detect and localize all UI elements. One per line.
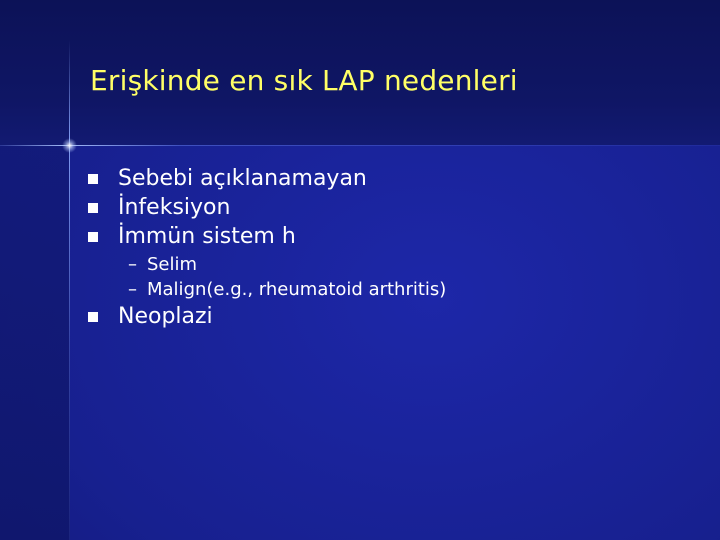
bullet-item bbox=[88, 166, 367, 191]
bullet-text: İmmün sistem h bbox=[118, 224, 296, 249]
sub-bullet-text: Malign(e.g., rheumatoid arthritis) bbox=[147, 279, 447, 300]
dash-marker: – bbox=[128, 279, 137, 300]
square-bullet-icon bbox=[88, 203, 98, 213]
sub-bullet-item bbox=[128, 279, 446, 300]
square-bullet-icon bbox=[88, 174, 98, 184]
bullet-item bbox=[88, 304, 213, 329]
bullet-text: Sebebi açıklanamayan bbox=[118, 166, 367, 191]
sub-bullet-text: Selim bbox=[147, 254, 198, 275]
dash-marker: – bbox=[128, 254, 137, 275]
sparkle-icon bbox=[62, 138, 77, 153]
left-band bbox=[0, 145, 70, 540]
bullet-text: Neoplazi bbox=[118, 304, 213, 329]
decorative-horizontal-line bbox=[0, 145, 720, 146]
bullet-text: İnfeksiyon bbox=[118, 195, 231, 220]
bullet-item bbox=[88, 224, 296, 249]
bullet-item bbox=[88, 195, 230, 220]
decorative-vertical-line bbox=[69, 40, 70, 540]
square-bullet-icon bbox=[88, 312, 98, 322]
square-bullet-icon bbox=[88, 232, 98, 242]
slide-title: Erişkinde en sık LAP nedenleri bbox=[90, 64, 518, 97]
sub-bullet-item bbox=[128, 254, 197, 275]
